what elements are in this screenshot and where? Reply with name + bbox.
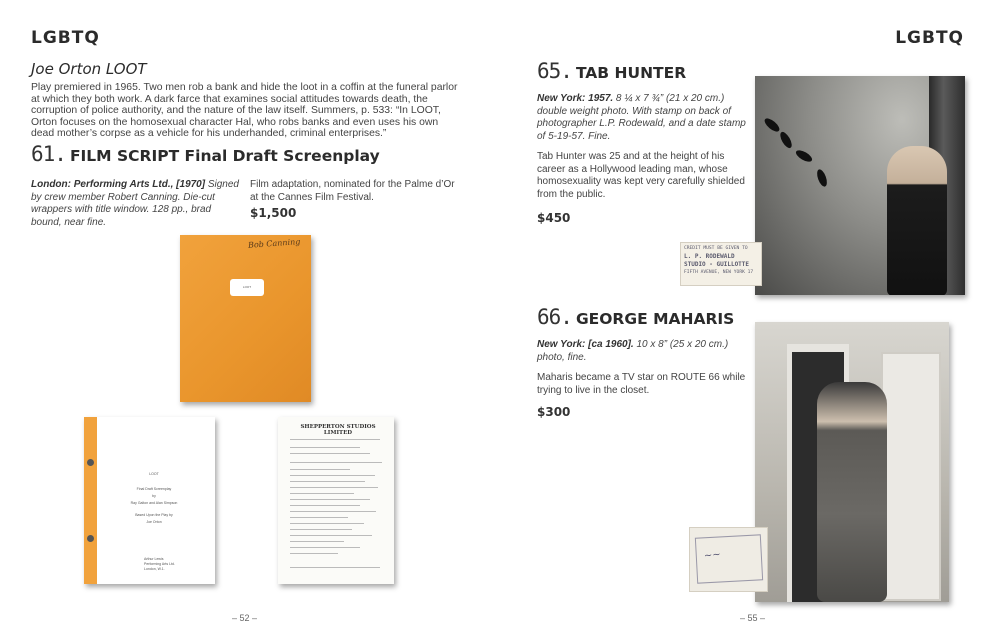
lot-imprint: New York: [ca 1960]. (537, 339, 634, 350)
script-title-page-image: LOOT Final Draft Screenplay by Ray Galton and Alan Simpson Based Upon the Play by Joe Orton Arthur Lewis Performing Arts Ltd. London, W.1. (84, 417, 215, 584)
script-cover-image (180, 235, 311, 402)
lot-65-notes: Tab Hunter was 25 and at the height of his career as a Hollywood leading man, whose homosexuality was kept very carefully shielded from the public. (537, 151, 745, 200)
cover-title-window: LOOT (230, 279, 264, 296)
lot-heading: GEORGE MAHARIS (575, 310, 735, 328)
lot-66-notes: Maharis became a TV star on ROUTE 66 while trying to live in the closet. (537, 372, 746, 396)
lot-65-description (537, 93, 749, 143)
lot-number: 65. (537, 59, 572, 83)
lot-details: 8 ¼ x 7 ¾” (21 x 20 cm.) double weight photo. With stamp on back of photographer L.P. Rodewald, and a date stamp of 5-19-57. Fine. (537, 93, 746, 142)
page-number: – 52 – (232, 613, 258, 623)
lot-number: 66. (537, 305, 572, 329)
subhead: Joe Orton LOOT (31, 60, 147, 78)
lot-number: 61. (31, 142, 66, 166)
lot-details: 10 x 8” (25 x 20 cm.) photo, fine. (537, 339, 729, 363)
portrait-figure (817, 382, 887, 602)
lot-imprint: New York: 1957. (537, 93, 614, 104)
lot-61-description (31, 179, 241, 229)
lot-details: Signed by crew member Robert Canning. Die-cut wrappers with title window. 128 pp., brad bound, near fine. (31, 179, 239, 228)
page-number: – 55 – (740, 613, 766, 623)
lot-61-notes: Film adaptation, nominated for the Palme d’Or at the Cannes Film Festival. (250, 179, 455, 203)
lot-61-price: $1,500 (250, 206, 297, 220)
portrait-figure (887, 146, 947, 295)
photographer-stamp-handwritten: ~~ (689, 527, 768, 592)
lot-heading: TAB HUNTER (575, 64, 687, 82)
lot-66-description (537, 339, 749, 364)
tab-hunter-photo (755, 76, 965, 295)
lot-66-title (537, 305, 734, 329)
section-heading: LGBTQ (31, 28, 100, 48)
lot-imprint: London: Performing Arts Ltd., [1970] (31, 179, 206, 190)
lot-66-price: $300 (537, 405, 571, 419)
right-page (500, 0, 1000, 639)
section-heading: LGBTQ (895, 28, 964, 48)
lot-65-price: $450 (537, 211, 571, 225)
george-maharis-photo (755, 322, 949, 602)
photographer-stamp: CREDIT MUST BE GIVEN TO L. P. RODEWALD STUDIO - GUILLOTTE FIFTH AVENUE, NEW YORK 17 (680, 242, 762, 286)
lot-65-title (537, 59, 686, 83)
intro-paragraph: Play premiered in 1965. Two men rob a bank and hide the loot in a coffin at the funeral parlor at which they both work. A dark farce that examines social attitudes towards death, the corruption of police authority, and the nature of the law itself. Summers, p. 533: “In LOOT, Orton focuses on the homosexual character Hal, who robs banks and even uses his own dead mother’s corpse as a vehicle for his underhanded, criminal enterprises.” (31, 82, 458, 140)
lot-61-title (31, 142, 380, 166)
document-header: SHEPPERTON STUDIOS LIMITED (300, 424, 376, 436)
lot-heading: FILM SCRIPT Final Draft Screenplay (69, 147, 380, 165)
cover-signature: Bob Canning (247, 237, 301, 250)
shepperton-document-image (278, 417, 394, 584)
